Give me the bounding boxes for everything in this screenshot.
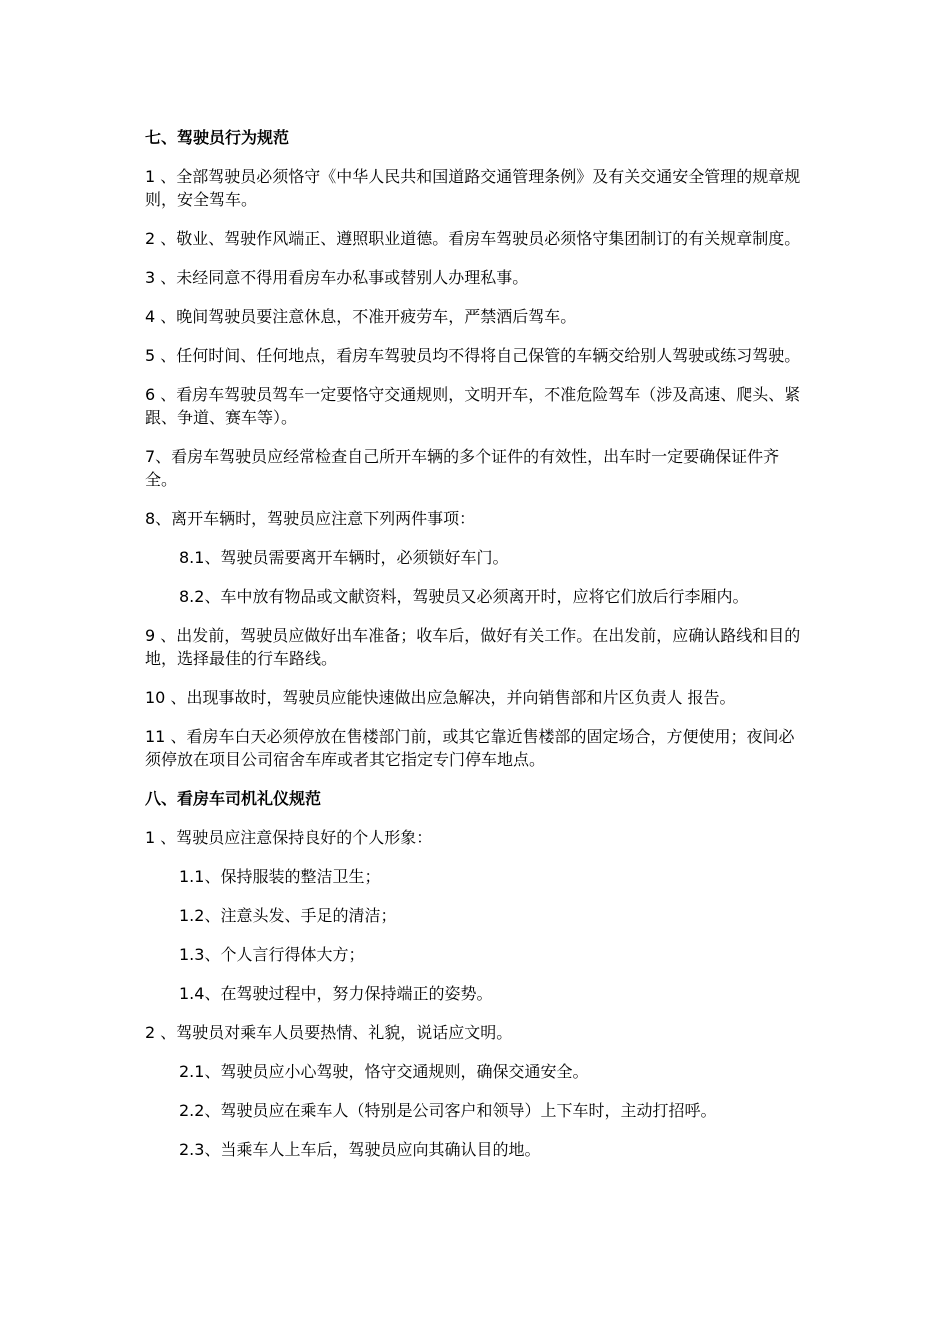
section-heading-8: 八、看房车司机礼仪规范 <box>145 789 322 808</box>
rule-item-3: 3 、未经同意不得用看房车办私事或替别人办理私事。 <box>145 268 529 287</box>
etiquette-item-1: 1 、驾驶员应注意保持良好的个人形象： <box>145 828 433 847</box>
document-page <box>145 126 810 1177</box>
rule-subitem-8-1: 8.1、驾驶员需要离开车辆时，必须锁好车门。 <box>179 548 509 567</box>
rule-item-11: 11 、看房车白天必须停放在售楼部门前，或其它靠近售楼部的固定场合，方便使用；夜间必须停放在项目公司宿舍车库或者其它指定专门停车地点。 <box>145 727 795 769</box>
rule-item-5: 5 、任何时间、任何地点，看房车驾驶员均不得将自己保管的车辆交给别人驾驶或练习驾驶。 <box>145 346 801 365</box>
rule-item-7: 7、看房车驾驶员应经常检查自己所开车辆的多个证件的有效性，出车时一定要确保证件齐全。 <box>145 447 780 489</box>
rule-item-9: 9 、出发前，驾驶员应做好出车准备；收车后，做好有关工作。在出发前，应确认路线和目的地，选择最佳的行车路线。 <box>145 626 801 668</box>
rule-item-6: 6 、看房车驾驶员驾车一定要恪守交通规则，文明开车，不准危险驾车（涉及高速、爬头、紧跟、争道、赛车等）。 <box>145 385 801 427</box>
rule-item-4: 4 、晚间驾驶员要注意休息，不准开疲劳车，严禁酒后驾车。 <box>145 307 577 326</box>
rule-item-2: 2 、敬业、驾驶作风端正、遵照职业道德。看房车驾驶员必须恪守集团制订的有关规章制度。 <box>145 229 801 248</box>
etiquette-subitem-2-1: 2.1、驾驶员应小心驾驶，恪守交通规则，确保交通安全。 <box>179 1062 589 1081</box>
etiquette-subitem-2-3: 2.3、当乘车人上车后，驾驶员应向其确认目的地。 <box>179 1140 541 1159</box>
rule-item-8: 8、离开车辆时，驾驶员应注意下列两件事项： <box>145 509 476 528</box>
rule-item-10: 10 、出现事故时，驾驶员应能快速做出应急解决，并向销售部和片区负责人 报告。 <box>145 688 736 707</box>
etiquette-subitem-1-1: 1.1、保持服装的整洁卫生； <box>179 867 381 886</box>
rule-item-1: 1 、全部驾驶员必须恪守《中华人民共和国道路交通管理条例》及有关交通安全管理的规章规则，安全驾车。 <box>145 167 801 209</box>
etiquette-subitem-2-2: 2.2、驾驶员应在乘车人（特别是公司客户和领导）上下车时，主动打招呼。 <box>179 1101 717 1120</box>
etiquette-subitem-1-3: 1.3、个人言行得体大方； <box>179 945 365 964</box>
rule-subitem-8-2: 8.2、车中放有物品或文献资料，驾驶员又必须离开时，应将它们放后行李厢内。 <box>179 587 749 606</box>
section-heading-7: 七、驾驶员行为规范 <box>145 128 290 147</box>
etiquette-item-2: 2 、驾驶员对乘车人员要热情、礼貌，说话应文明。 <box>145 1023 513 1042</box>
etiquette-subitem-1-4: 1.4、在驾驶过程中，努力保持端正的姿势。 <box>179 984 493 1003</box>
etiquette-subitem-1-2: 1.2、注意头发、手足的清洁； <box>179 906 397 925</box>
